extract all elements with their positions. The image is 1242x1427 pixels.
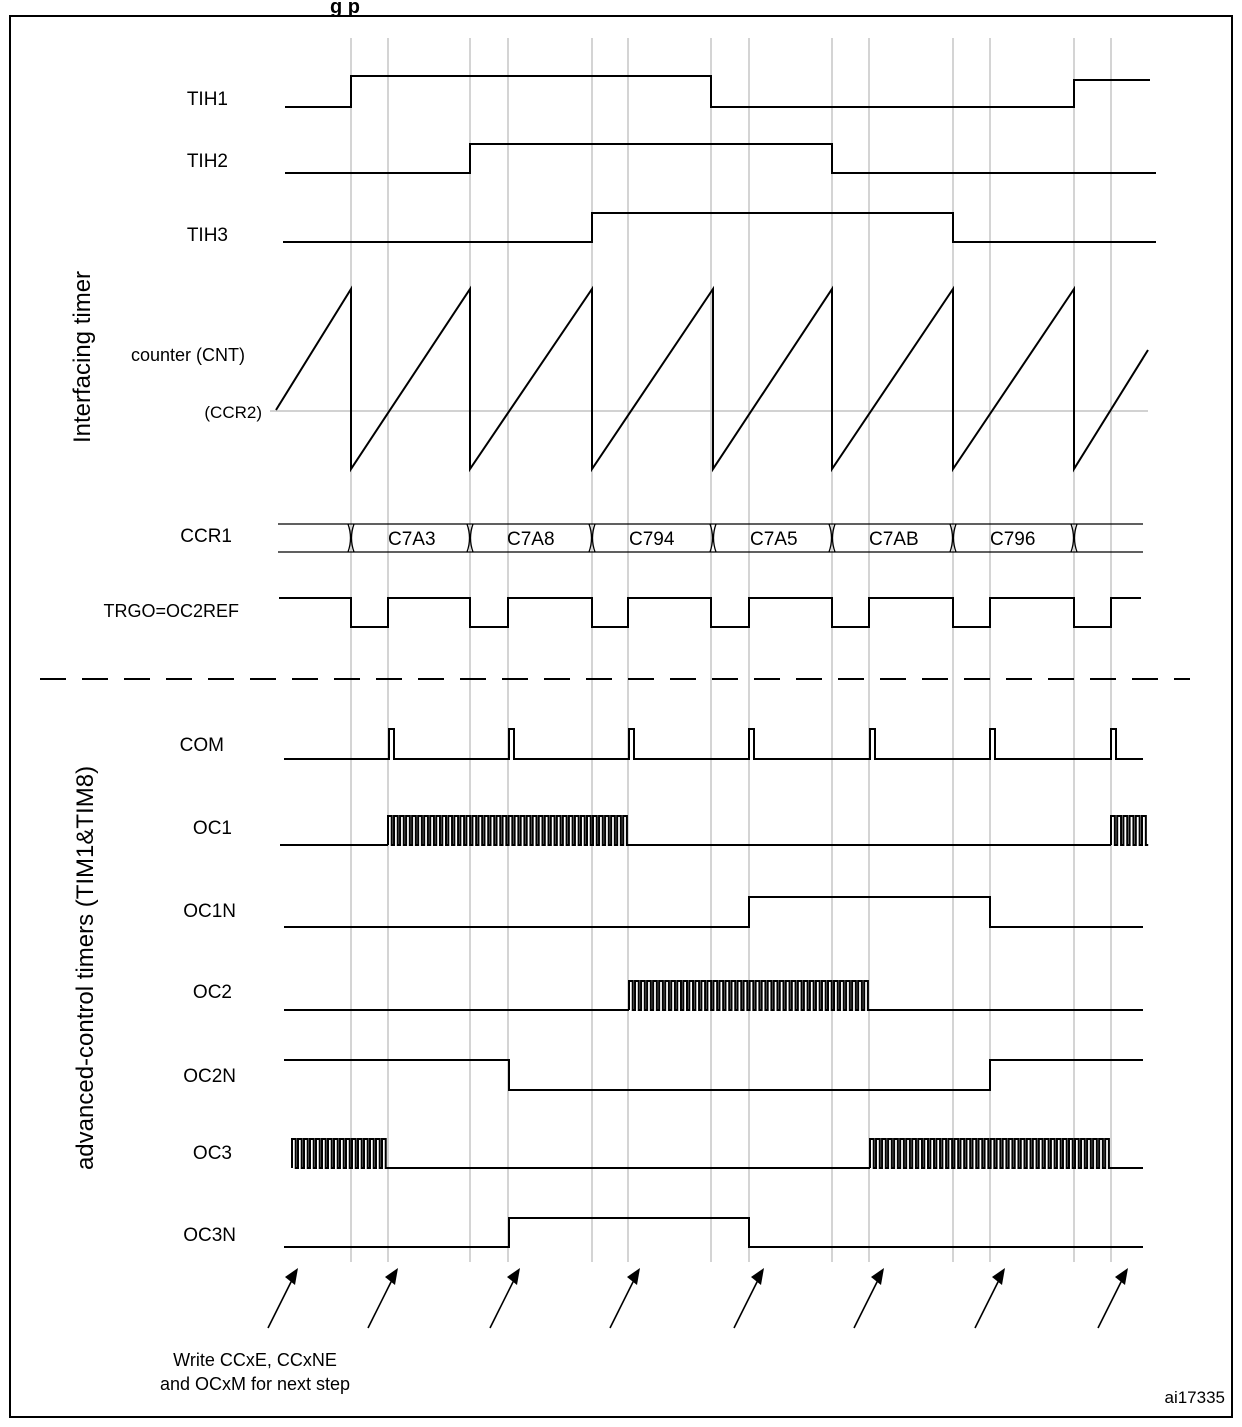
oc2-label: OC2 bbox=[192, 982, 232, 1003]
grid-lines bbox=[351, 38, 1111, 1262]
oc2n-waveform bbox=[284, 1060, 1143, 1090]
ccr1-value: C7A5 bbox=[750, 529, 798, 550]
advanced-timers-label: advanced-control timers (TIM1&TIM8) bbox=[72, 765, 99, 1171]
tih2-waveform bbox=[285, 144, 1156, 173]
oc2-pwm-pulses bbox=[629, 981, 870, 1010]
interfacing-timer-label: Interfacing timer bbox=[69, 270, 96, 444]
oc1-label: OC1 bbox=[192, 818, 232, 839]
oc3-pwm-pulses bbox=[870, 1139, 1111, 1168]
oc3-label: OC3 bbox=[192, 1143, 232, 1164]
write-step-arrows bbox=[268, 1268, 1128, 1328]
ccr1-label: CCR1 bbox=[180, 526, 232, 547]
arrow-shaft bbox=[268, 1276, 294, 1328]
oc3-pwm-burst-start bbox=[292, 1139, 388, 1168]
arrow-shaft bbox=[975, 1276, 1001, 1328]
oc3n-label: OC3N bbox=[183, 1225, 236, 1246]
tih3-label: TIH3 bbox=[186, 225, 228, 246]
figure-id: ai17335 bbox=[1164, 1388, 1225, 1407]
oc1n-waveform bbox=[284, 897, 1143, 927]
tih1-waveform bbox=[285, 76, 1150, 107]
ccr1-value: C794 bbox=[629, 529, 675, 550]
com-label: COM bbox=[179, 735, 224, 756]
ccr1-value: C796 bbox=[990, 529, 1036, 550]
oc2n-label: OC2N bbox=[183, 1066, 236, 1087]
arrow-shaft bbox=[734, 1276, 760, 1328]
arrow-shaft bbox=[368, 1276, 394, 1328]
arrow-shaft bbox=[854, 1276, 880, 1328]
note-line-2: and OCxM for next step bbox=[159, 1374, 351, 1394]
ccr2-label: (CCR2) bbox=[204, 403, 262, 422]
oc1n-label: OC1N bbox=[183, 901, 236, 922]
com-waveform bbox=[284, 729, 1143, 759]
tih3-waveform bbox=[283, 213, 1156, 242]
tih1-label: TIH1 bbox=[186, 89, 228, 110]
trgo-label: TRGO=OC2REF bbox=[103, 601, 239, 621]
oc3n-waveform bbox=[284, 1218, 1143, 1247]
tih2-label: TIH2 bbox=[186, 151, 228, 172]
oc3-pwm-pulses-start bbox=[292, 1139, 388, 1168]
note-line-1: Write CCxE, CCxNE bbox=[173, 1350, 337, 1370]
counter-sawtooth bbox=[276, 289, 1148, 469]
oc1-pwm-burst bbox=[388, 816, 629, 845]
arrow-shaft bbox=[490, 1276, 516, 1328]
figure-title: g p bbox=[330, 0, 360, 18]
ccr1-value: C7A8 bbox=[507, 529, 555, 550]
arrow-shaft bbox=[1098, 1276, 1124, 1328]
oc2-pwm-burst bbox=[629, 981, 870, 1010]
trgo-waveform bbox=[279, 598, 1141, 627]
counter-label: counter (CNT) bbox=[130, 345, 245, 365]
oc3-pwm-burst bbox=[870, 1139, 1111, 1168]
arrow-shaft bbox=[610, 1276, 636, 1328]
ccr1-value: C7AB bbox=[869, 529, 919, 550]
ccr1-value: C7A3 bbox=[388, 529, 436, 550]
oc1-pwm-burst-end bbox=[1111, 816, 1148, 845]
oc1-pwm-pulses bbox=[388, 816, 629, 845]
oc1-pwm-pulses-end bbox=[1111, 816, 1148, 845]
